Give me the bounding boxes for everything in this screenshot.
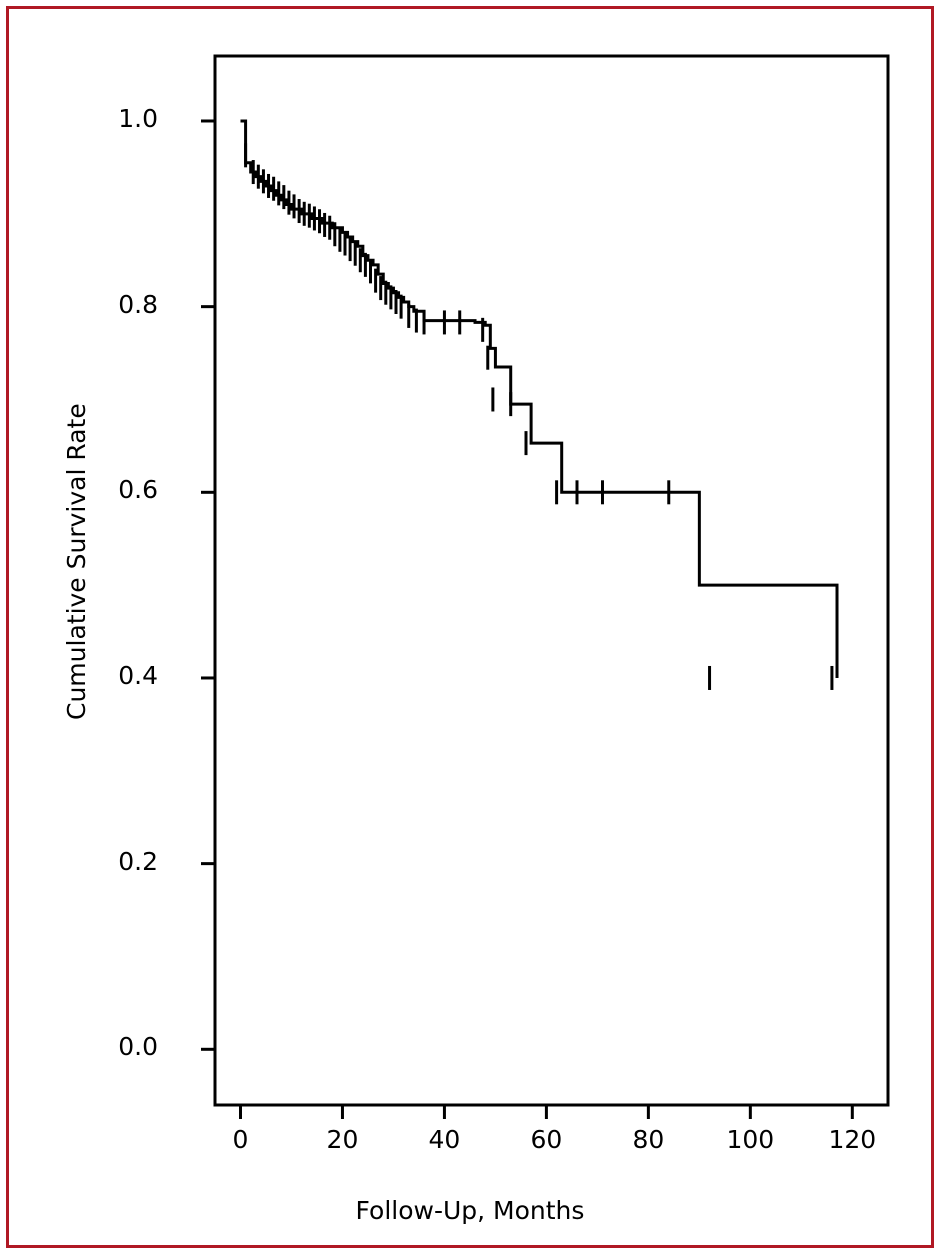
x-tick-label: 60 xyxy=(530,1125,563,1154)
x-tick-label: 0 xyxy=(232,1125,249,1154)
y-axis-label: Cumulative Survival Rate xyxy=(62,403,91,720)
x-axis-label: Follow-Up, Months xyxy=(355,1196,585,1225)
x-tick-label: 40 xyxy=(428,1125,461,1154)
y-tick-label: 0.2 xyxy=(118,846,158,876)
y-tick-label: 0.6 xyxy=(118,475,158,505)
x-tick-label: 20 xyxy=(326,1125,359,1154)
censor-marks xyxy=(246,143,832,690)
y-tick-label: 0.0 xyxy=(118,1032,158,1062)
x-tick-labels xyxy=(0,1125,940,1165)
x-tick-label: 100 xyxy=(726,1125,775,1154)
axes-frame xyxy=(215,56,888,1105)
y-tick-labels xyxy=(88,0,158,1254)
y-tick-label: 1.0 xyxy=(118,103,158,133)
survival-curve xyxy=(240,121,837,678)
x-tick-label: 80 xyxy=(632,1125,665,1154)
y-tick-label: 0.8 xyxy=(118,289,158,319)
x-tick-label: 120 xyxy=(828,1125,877,1154)
y-tick-label: 0.4 xyxy=(118,660,158,690)
